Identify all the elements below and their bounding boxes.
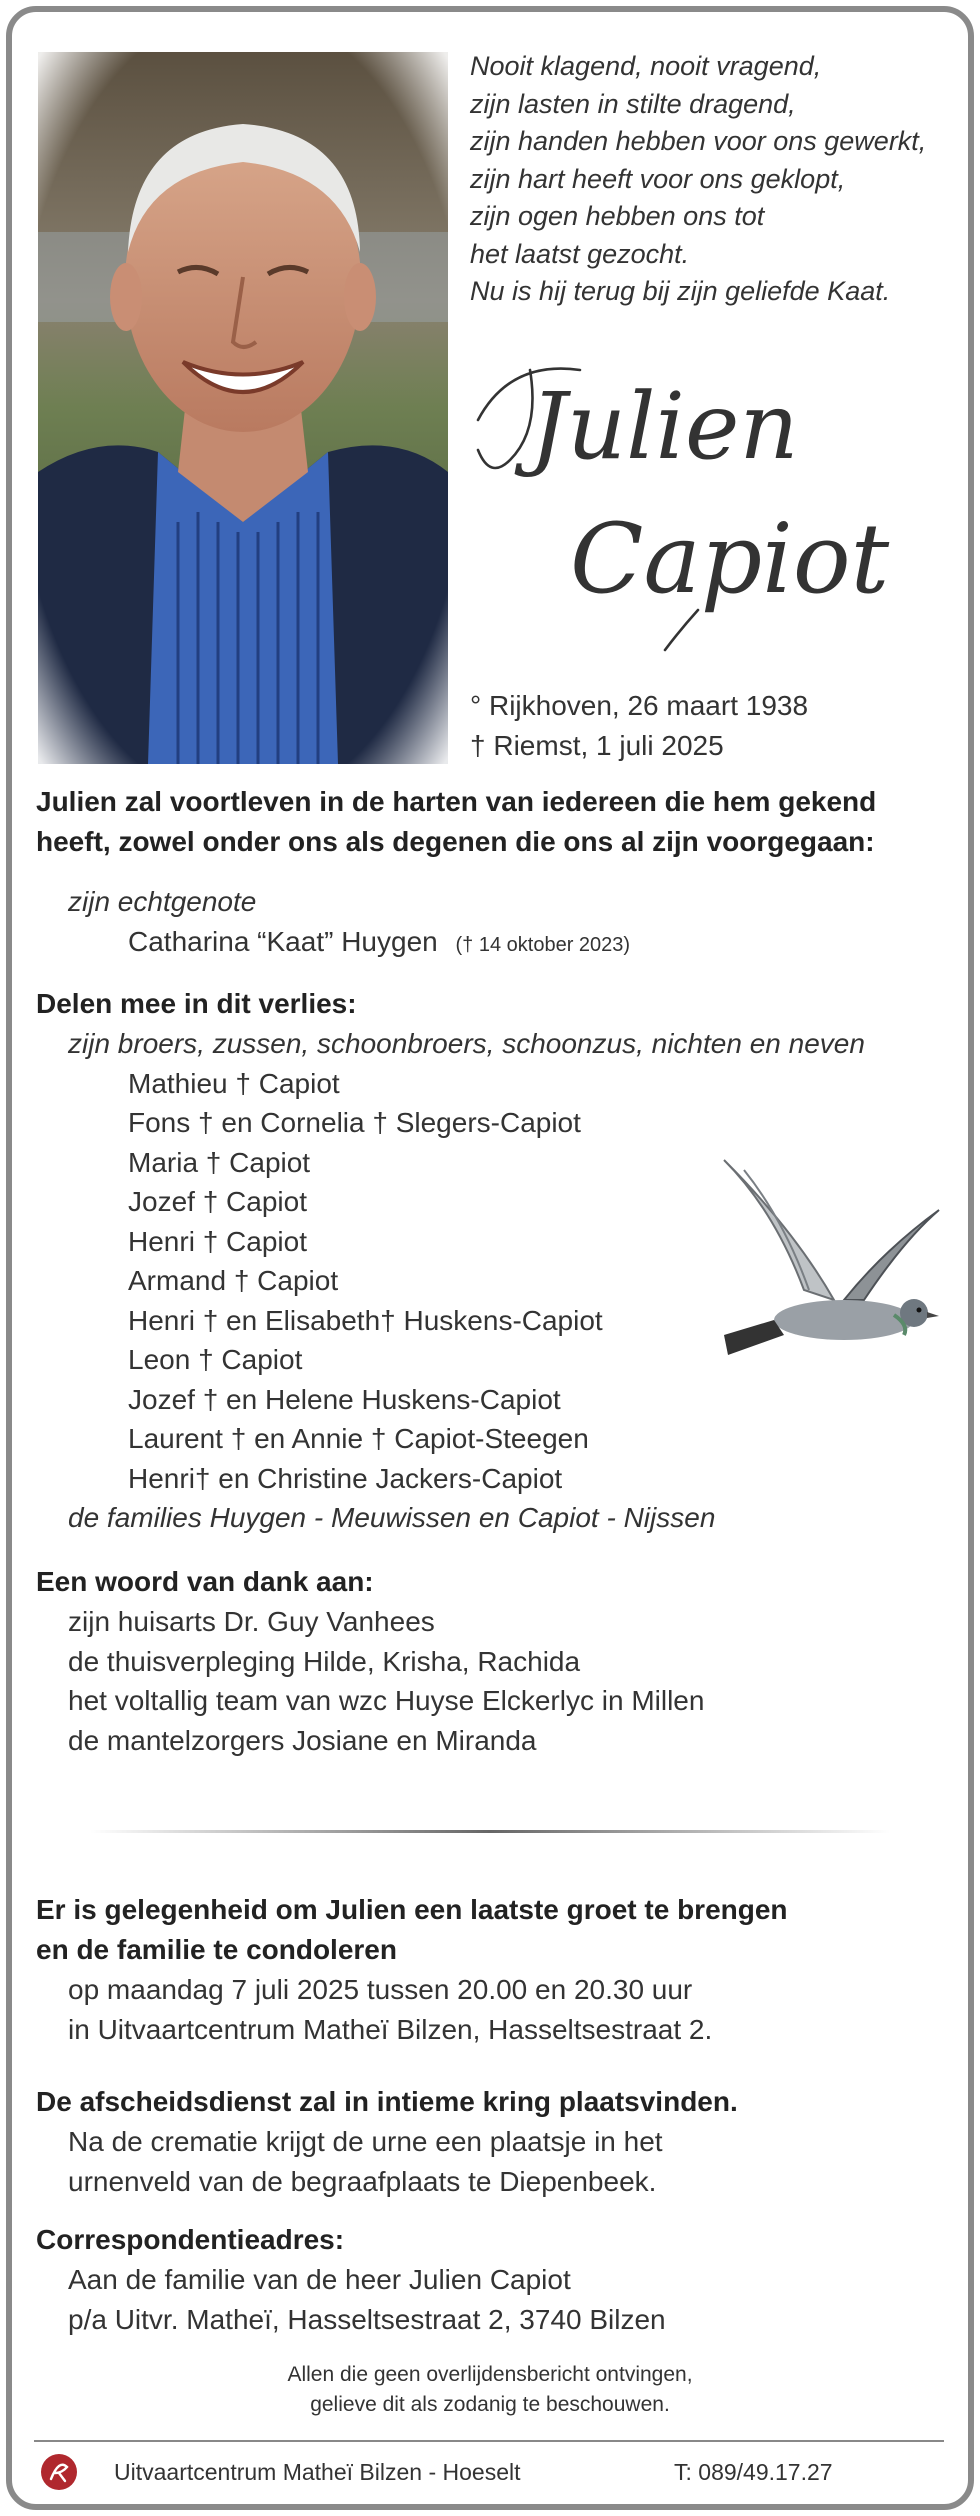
family-member: Henri † en Elisabeth† Huskens-Capiot (128, 1304, 603, 1336)
family-member: Jozef † en Helene Huskens-Capiot (128, 1383, 561, 1415)
deceased-name-script (470, 340, 890, 680)
family-member: Leon † Capiot (128, 1344, 303, 1375)
correspondence-section (36, 2220, 956, 2339)
footer (40, 2448, 940, 2496)
thanks-section (36, 1562, 956, 1760)
poem-line: zijn hart heeft voor ons geklopt, (470, 163, 846, 194)
intro-line: heeft, zowel onder ons als degenen die ons al zijn voorgegaan: (36, 826, 875, 857)
spouse-name: Catharina “Kaat” Huygen (128, 925, 438, 957)
thanks-item: de mantelzorgers Josiane en Miranda (68, 1724, 537, 1756)
life-dates (470, 686, 808, 766)
correspondence-line: Aan de familie van de heer Julien Capiot (68, 2264, 571, 2295)
service-line: Na de crematie krijgt de urne een plaatsje in het (68, 2126, 663, 2157)
family-member: Fons † en Cornelia † Slegers-Capiot (128, 1107, 581, 1138)
spouse-line (36, 922, 956, 966)
poem (470, 48, 950, 311)
family-member: Maria † Capiot (128, 1146, 311, 1178)
poem-line: zijn lasten in stilte dragend, (470, 88, 796, 119)
birth-date: ° Rijkhoven, 26 maart 1938 (470, 690, 809, 721)
footer-divider (34, 2440, 944, 2442)
family-member: Henri † Capiot (128, 1225, 307, 1257)
poem-line: het laatst gezocht. (470, 238, 690, 269)
thanks-item: het voltallig team van wzc Huyse Elckerlyc in Millen (68, 1685, 705, 1716)
section-divider (90, 1830, 890, 1833)
visitation-heading: en de familie te condoleren (36, 1934, 397, 1965)
family-member: Jozef † Capiot (128, 1186, 307, 1217)
poem-line: Nooit klagend, nooit vragend, (470, 51, 822, 81)
loss-subtitle: zijn broers, zussen, schoonbroers, schoonzus, nichten en neven (68, 1028, 865, 1059)
service-heading: De afscheidsdienst zal in intieme kring plaatsvinden. (36, 2086, 738, 2117)
intro-line: Julien zal voortleven in de harten van iedereen die hem gekend (36, 786, 877, 817)
service-line: urnenveld van de begraafplaats te Diepenbeek. (68, 2165, 657, 2197)
families-line: de families Huygen - Meuwissen en Capiot - Nijssen (68, 1502, 716, 1533)
thanks-heading: Een woord van dank aan: (36, 1566, 374, 1597)
funeral-home-phone: T: 089/49.17.27 (674, 2458, 833, 2485)
visitation-heading: Er is gelegenheid om Julien een laatste groet te brengen (36, 1894, 788, 1925)
family-member: Mathieu † Capiot (128, 1067, 340, 1099)
family-member: Henri† en Christine Jackers-Capiot (128, 1462, 563, 1494)
notice-line: Allen die geen overlijdensbericht ontvingen, (287, 2363, 693, 2386)
spouse-death-note: († 14 oktober 2023) (455, 933, 631, 956)
thanks-item: de thuisverpleging Hilde, Krisha, Rachida (68, 1645, 581, 1677)
death-date: † Riemst, 1 juli 2025 (470, 730, 724, 761)
last-name: Capiot (570, 503, 890, 615)
dove-icon (714, 1150, 944, 1380)
spouse-label: zijn echtgenote (68, 886, 257, 917)
thanks-item: zijn huisarts Dr. Guy Vanhees (68, 1606, 435, 1637)
loss-heading: Delen mee in dit verlies: (36, 988, 357, 1019)
intro (36, 782, 956, 862)
notice (0, 2360, 980, 2420)
family-member: Laurent † en Annie † Capiot-Steegen (128, 1423, 589, 1454)
visitation-line: op maandag 7 juli 2025 tussen 20.00 en 20.30 uur (68, 1974, 693, 2005)
service-section (36, 2082, 956, 2201)
spouse-section (36, 882, 956, 965)
first-name: Julien (530, 373, 799, 480)
correspondence-heading: Correspondentieadres: (36, 2224, 345, 2255)
visitation-line: in Uitvaartcentrum Matheï Bilzen, Hasseltsestraat 2. (68, 2013, 713, 2045)
family-member: Armand † Capiot (128, 1265, 339, 1296)
notice-line: gelieve dit als zodanig te beschouwen. (310, 2393, 670, 2416)
visitation-section (36, 1890, 956, 2049)
funeral-home-logo-icon (40, 2453, 78, 2491)
portrait-photo (38, 52, 448, 764)
poem-line: zijn handen hebben voor ons gewerkt, (470, 126, 927, 156)
poem-line: zijn ogen hebben ons tot (470, 201, 765, 231)
poem-line: Nu is hij terug bij zijn geliefde Kaat. (470, 276, 891, 306)
funeral-home-name: Uitvaartcentrum Matheï Bilzen - Hoeselt (114, 2458, 521, 2485)
correspondence-line: p/a Uitvr. Matheï, Hasseltsestraat 2, 3740 Bilzen (68, 2303, 666, 2335)
